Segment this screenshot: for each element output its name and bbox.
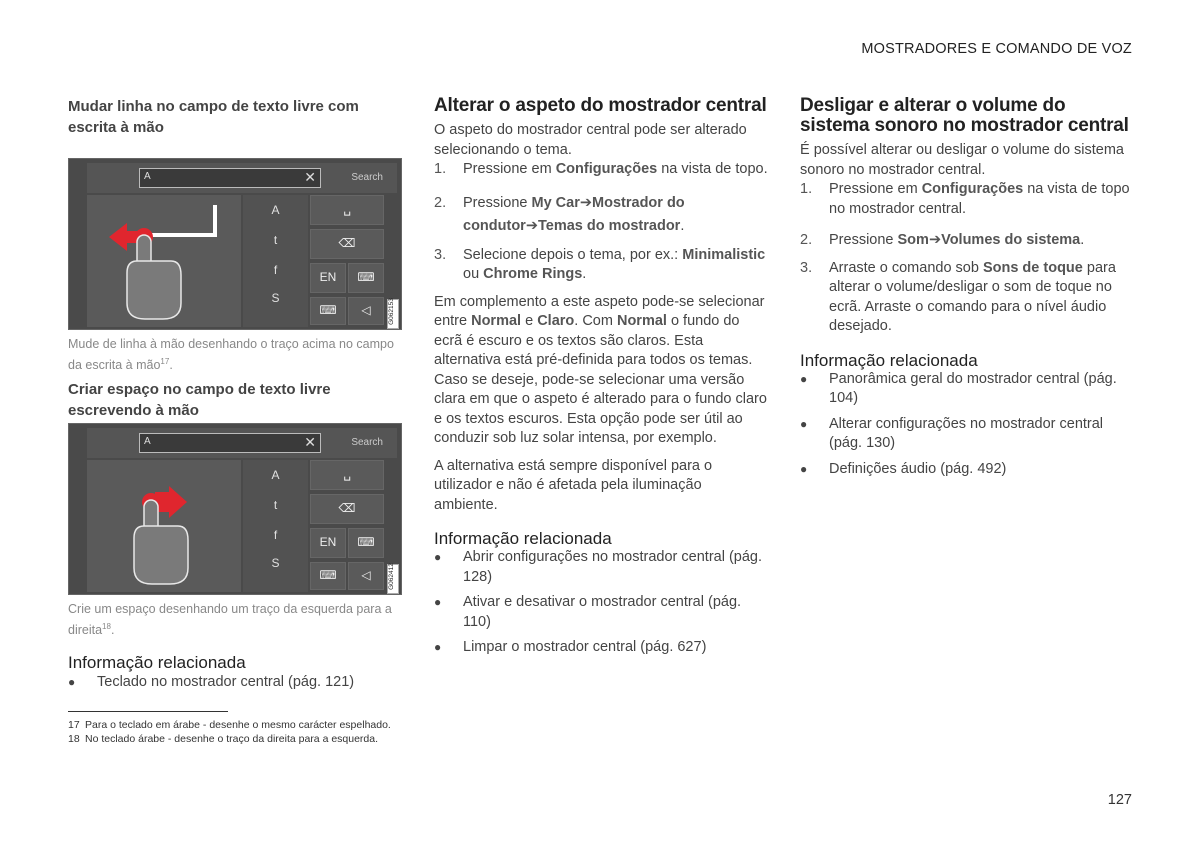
footnote-ref: 18	[102, 622, 111, 632]
screen-text-field	[139, 433, 321, 453]
ui-label: Volumes do sistema	[941, 232, 1081, 248]
related-link[interactable]: ● Abrir configurações no mostrador central (pág. 128)	[434, 549, 763, 585]
screen-search-label: Search	[351, 172, 383, 183]
screen-top-bar	[87, 163, 397, 193]
ui-label: Normal	[471, 313, 522, 329]
handwriting-pad	[87, 460, 241, 592]
screen-action-keys	[310, 460, 384, 592]
footnote-divider	[68, 711, 228, 712]
step: 2. Pressione Som➔Volumes do sistema.	[800, 232, 1085, 248]
arrow-right-icon: ➔	[525, 217, 538, 234]
ui-label: Mostrador do condutor	[463, 194, 685, 234]
section-title: Desligar e alterar o volume do sistema sonoro no mostrador central	[800, 95, 1129, 136]
screen-lang-key: EN	[310, 528, 346, 558]
related-list	[800, 370, 1134, 480]
screen-key-column	[243, 195, 308, 327]
related-info-title: Informação relacionada	[68, 653, 246, 673]
arrow-right-icon: ➔	[928, 232, 942, 248]
screen-action-keys	[310, 195, 384, 327]
figure1-screenshot	[68, 158, 402, 330]
backspace-icon: ⌫	[310, 494, 384, 524]
figure2-caption: Crie um espaço desenhando um traço da esquerda para a direita$^{18}$.	[68, 602, 392, 638]
keyboard-icon: ⌨	[348, 263, 384, 293]
keyboard-hide-icon: ⌨	[310, 297, 346, 325]
bullet-icon: ●	[434, 640, 442, 654]
keyboard-hide-icon: ⌨	[310, 562, 346, 590]
screen-key: S	[271, 556, 280, 571]
column-volume	[800, 96, 1134, 479]
ui-label: Configurações	[555, 161, 658, 177]
bullet-icon: ●	[800, 371, 808, 386]
ui-label: Configurações	[921, 181, 1024, 197]
bullet-icon: ●	[434, 550, 442, 564]
ui-label: Normal	[616, 313, 667, 329]
screen-field-text: A	[144, 436, 151, 448]
step: 3. Arraste o comando sob Sons de toque para alterar o volume/desligar o som de toque no ecrã. Arraste o comando para o nível áudio desejado.	[800, 259, 1116, 334]
screen-key: f	[273, 263, 278, 277]
ui-label: Minimalistic	[682, 246, 766, 263]
screen-key: t	[273, 498, 278, 513]
finger-icon	[127, 235, 181, 319]
space-gesture-illustration	[87, 460, 241, 592]
running-head: MOSTRADORES E COMANDO DE VOZ	[861, 41, 1132, 57]
screen-key: S	[271, 291, 280, 305]
clear-icon: ✕	[304, 169, 316, 185]
related-link[interactable]: ● Alterar configurações no mostrador central (pág. 130)	[800, 415, 1104, 451]
screen-lang-key: EN	[310, 263, 346, 293]
body-paragraph: Em complemento a este aspeto pode-se selecionar entre Normal e Claro. Com Normal o fundo do ecrã é escuro e os textos são claros. Esta alternativa está pré-definida para todos os temas. Caso se deseje, pode-se selecionar uma versão clara em que o aspeto é alterado para o fundo claro e os textos escuros. Esta opção pode ser útil ao conduzir sob luz solar intensa, por exemplo.	[434, 293, 767, 446]
step: 1. Pressione em Configurações na vista de topo.	[434, 161, 768, 177]
screen-key: A	[271, 203, 280, 217]
ui-label: Temas do mostrador	[537, 217, 681, 234]
ui-label: Claro	[537, 313, 575, 329]
space-key-icon: ␣	[310, 460, 384, 490]
screen-key: A	[271, 468, 280, 483]
body-paragraph: A alternativa está sempre disponível para o utilizador e não é afetada pela iluminação ambiente.	[434, 457, 713, 513]
speaker-icon: ◁	[348, 562, 384, 590]
finger-icon	[134, 500, 188, 584]
figure1-title: Mudar linha no campo de texto livre com escrita à mão	[68, 98, 359, 136]
arrow-right-icon: ➔	[579, 194, 593, 211]
bullet-icon: ●	[68, 675, 76, 690]
bullet-icon: ●	[800, 416, 808, 431]
backspace-icon: ⌫	[310, 229, 384, 259]
step: 2. Pressione My Car➔Mostrador do condutor➔Temas do mostrador.	[434, 194, 685, 234]
screen-key: f	[273, 528, 278, 543]
related-info-title: Informação relacionada	[434, 529, 612, 548]
speaker-icon: ◁	[348, 297, 384, 325]
steps-list	[434, 160, 768, 285]
footnotes	[68, 718, 488, 746]
figure-code: G062412	[387, 564, 399, 594]
figure1-caption: Mude de linha à mão desenhando o traço acima no campo da escrita à mão$^{17}$.	[68, 337, 394, 373]
column-figures	[68, 96, 402, 693]
footnote: 17 Para o teclado em árabe - desenhe o mesmo carácter espelhado.	[68, 719, 391, 731]
screen-text-field	[139, 168, 321, 188]
related-link[interactable]: ● Panorâmica geral do mostrador central (pág. 104)	[800, 370, 1117, 406]
keyboard-icon: ⌨	[348, 528, 384, 558]
bullet-icon: ●	[434, 595, 442, 609]
column-appearance	[434, 96, 768, 658]
related-link[interactable]: ● Limpar o mostrador central (pág. 627)	[434, 638, 768, 658]
footnote-ref: 17	[160, 357, 170, 366]
figure2-screenshot	[68, 423, 402, 595]
footnote: 18 No teclado árabe - desenhe o traço da direita para a esquerda.	[68, 733, 379, 745]
newline-gesture-illustration	[87, 195, 241, 327]
figure-code: G062153	[387, 299, 399, 329]
intro-text: O aspeto do mostrador central pode ser alterado selecionando o tema.	[434, 122, 747, 158]
step: 1. Pressione em Configurações na vista de topo no mostrador central.	[800, 181, 1130, 217]
related-list	[68, 673, 402, 693]
screen-top-bar	[87, 428, 397, 458]
related-link[interactable]: ● Definições áudio (pág. 492)	[800, 460, 1134, 480]
clear-icon: ✕	[304, 434, 316, 451]
space-key-icon: ␣	[310, 195, 384, 225]
bullet-icon: ●	[800, 461, 808, 476]
step: 3. Selecione depois o tema, por ex.: Minimalistic ou Chrome Rings.	[434, 246, 766, 282]
ui-label: Chrome Rings	[483, 266, 583, 282]
section-title: Alterar o aspeto do mostrador central	[434, 95, 767, 116]
related-info-title: Informação relacionada	[800, 350, 978, 370]
related-link[interactable]: ● Ativar e desativar o mostrador central (pág. 110)	[434, 594, 742, 630]
ui-label: Som	[897, 232, 929, 248]
handwriting-pad	[87, 195, 241, 327]
page-number: 127	[1107, 792, 1132, 808]
screen-search-label: Search	[351, 437, 383, 449]
screen-field-text: A	[144, 171, 151, 182]
ui-label: My Car	[531, 194, 580, 211]
related-list	[434, 548, 768, 658]
screen-key-column	[243, 460, 308, 592]
ui-label: Sons de toque	[982, 259, 1083, 276]
screen-key: t	[273, 233, 278, 247]
related-link[interactable]: ● Teclado no mostrador central (pág. 121)	[68, 673, 402, 693]
steps-list	[800, 180, 1134, 337]
figure2-title: Criar espaço no campo de texto livre escrevendo à mão	[68, 381, 331, 420]
intro-text: É possível alterar ou desligar o volume do sistema sonoro no mostrador central.	[800, 142, 1124, 178]
